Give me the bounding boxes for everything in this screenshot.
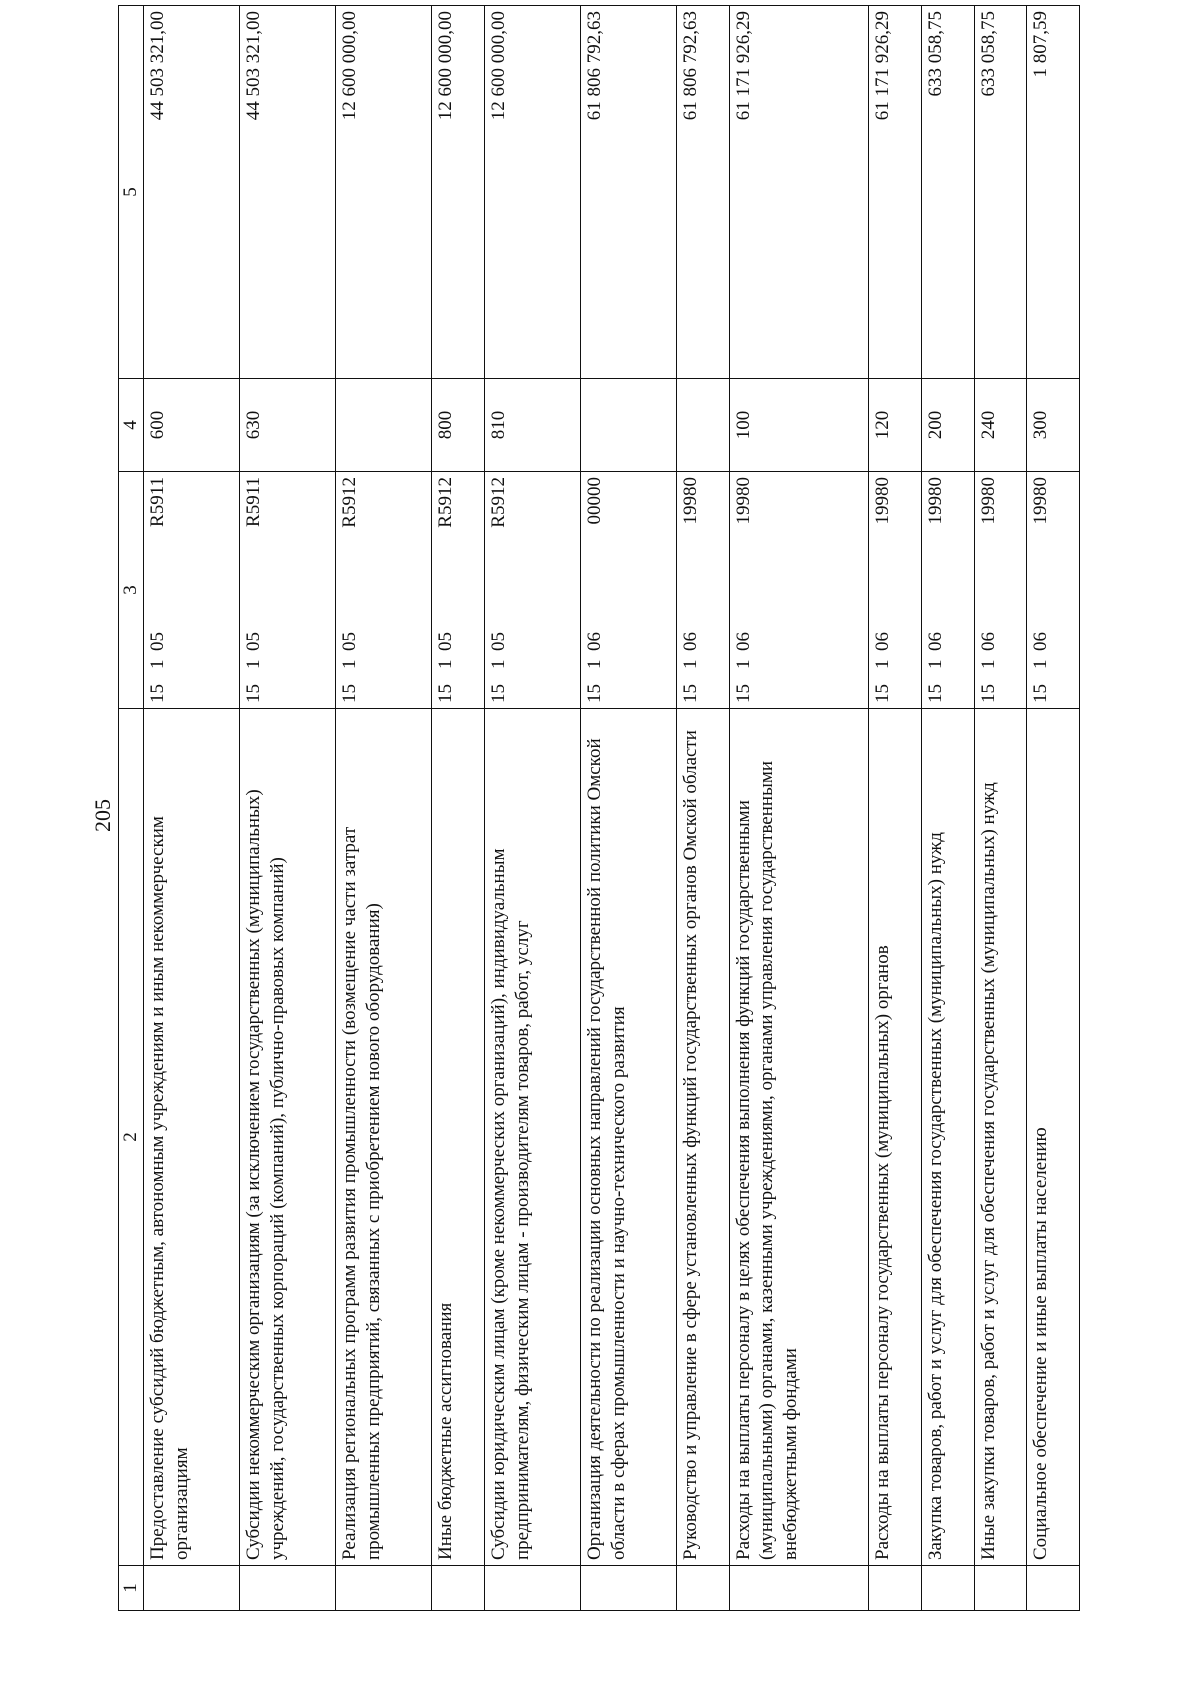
expense-type-cell: 100 <box>729 379 869 472</box>
code-program: 15 <box>242 684 264 703</box>
code-subprogram: 1 <box>977 659 999 669</box>
amount-cell: 12 600 000,00 <box>432 6 485 379</box>
table-row <box>239 6 335 1611</box>
item-name-cell: Субсидии некоммерческим организациям (за исключением государственных (муниципальных) учреждений, государственных корпораций (компаний), публично-правовых компаний) <box>239 709 335 1566</box>
code-subprogram: 1 <box>680 659 702 669</box>
code-direction: 19980 <box>732 477 754 525</box>
row-number-cell <box>974 1566 1027 1611</box>
code-direction: R5911 <box>146 477 168 527</box>
row-number-cell <box>869 1566 922 1611</box>
expense-type-cell <box>336 379 432 472</box>
item-name-cell: Иные бюджетные ассигнования <box>432 709 485 1566</box>
code-program: 15 <box>146 684 168 703</box>
row-number-cell <box>729 1566 869 1611</box>
code-program: 15 <box>977 684 999 703</box>
code-subprogram: 1 <box>583 659 605 669</box>
classification-code-cell <box>869 472 922 709</box>
row-number-cell <box>484 1566 580 1611</box>
amount-cell: 61 806 792,63 <box>677 6 730 379</box>
code-program: 15 <box>583 684 605 703</box>
table-row <box>729 6 869 1611</box>
classification-code-cell <box>336 472 432 709</box>
code-program: 15 <box>680 684 702 703</box>
classification-code-cell <box>143 472 239 709</box>
code-direction: R5912 <box>487 477 509 528</box>
item-name-cell: Иные закупки товаров, работ и услуг для обеспечения государственных (муниципальных) нужд <box>974 709 1027 1566</box>
code-program: 15 <box>487 684 509 703</box>
code-measure: 05 <box>242 632 264 651</box>
table-row <box>677 6 730 1611</box>
code-measure: 05 <box>487 632 509 651</box>
code-measure: 05 <box>339 632 361 651</box>
expense-type-cell: 120 <box>869 379 922 472</box>
code-direction: 19980 <box>977 477 999 525</box>
row-number-cell <box>239 1566 335 1611</box>
item-name-cell: Организация деятельности по реализации основных направлений государственной политики Омской области в сферах промышленности и научно-технического развития <box>580 709 676 1566</box>
item-name-cell: Социальное обеспечение и иные выплаты населению <box>1027 709 1080 1566</box>
header-row <box>119 6 144 1611</box>
code-measure: 06 <box>680 632 702 651</box>
amount-cell: 61 806 792,63 <box>580 6 676 379</box>
code-direction: 19980 <box>1030 477 1052 525</box>
code-direction: R5911 <box>242 477 264 527</box>
classification-code-cell <box>239 472 335 709</box>
code-subprogram: 1 <box>146 659 168 669</box>
code-program: 15 <box>872 684 894 703</box>
amount-cell: 12 600 000,00 <box>484 6 580 379</box>
code-measure: 05 <box>435 632 457 651</box>
item-name-cell: Руководство и управление в сфере установленных функций государственных органов Омской области <box>677 709 730 1566</box>
code-direction: R5912 <box>435 477 457 528</box>
item-name-cell: Расходы на выплаты персоналу государственных (муниципальных) органов <box>869 709 922 1566</box>
table-row <box>432 6 485 1611</box>
code-direction: 00000 <box>583 477 605 525</box>
expense-type-cell: 800 <box>432 379 485 472</box>
classification-code-cell <box>1027 472 1080 709</box>
code-subprogram: 1 <box>242 659 264 669</box>
code-measure: 06 <box>732 632 754 651</box>
table-row <box>922 6 975 1611</box>
table-row <box>484 6 580 1611</box>
row-number-cell <box>677 1566 730 1611</box>
code-measure: 06 <box>583 632 605 651</box>
row-number-cell <box>922 1566 975 1611</box>
classification-code-cell <box>922 472 975 709</box>
classification-code-cell <box>432 472 485 709</box>
header-col-1: 1 <box>119 1566 144 1611</box>
budget-table-container <box>118 11 1080 1611</box>
amount-cell: 1 807,59 <box>1027 6 1080 379</box>
code-subprogram: 1 <box>487 659 509 669</box>
classification-code-cell <box>580 472 676 709</box>
amount-cell: 61 171 926,29 <box>729 6 869 379</box>
amount-cell: 12 600 000,00 <box>336 6 432 379</box>
amount-cell: 633 058,75 <box>974 6 1027 379</box>
amount-cell: 44 503 321,00 <box>143 6 239 379</box>
expense-type-cell: 630 <box>239 379 335 472</box>
code-program: 15 <box>732 684 754 703</box>
code-direction: R5912 <box>339 477 361 528</box>
page-number: 205 <box>90 799 115 832</box>
classification-code-cell <box>484 472 580 709</box>
expense-type-cell: 240 <box>974 379 1027 472</box>
table-row <box>336 6 432 1611</box>
code-measure: 06 <box>872 632 894 651</box>
table-row <box>1027 6 1080 1611</box>
code-program: 15 <box>1030 684 1052 703</box>
item-name-cell: Реализация региональных программ развития промышленности (возмещение части затрат промышленных предприятий, связанных с приобретением нового оборудования) <box>336 709 432 1566</box>
item-name-cell: Расходы на выплаты персоналу в целях обеспечения выполнения функций государственными (муниципальными) органами, казенными учреждениями, органами управления государственными внебюджетными фондами <box>729 709 869 1566</box>
code-subprogram: 1 <box>339 659 361 669</box>
code-direction: 19980 <box>925 477 946 525</box>
expense-type-cell: 200 <box>922 379 975 472</box>
expense-type-cell: 810 <box>484 379 580 472</box>
expense-type-cell <box>580 379 676 472</box>
header-col-3: 3 <box>119 472 144 709</box>
classification-code-cell <box>677 472 730 709</box>
code-subprogram: 1 <box>435 659 457 669</box>
code-measure: 05 <box>146 632 168 651</box>
item-name-cell: Предоставление субсидий бюджетным, автономным учреждениям и иным некоммерческим организациям <box>143 709 239 1566</box>
code-subprogram: 1 <box>872 659 894 669</box>
amount-cell: 633 058,75 <box>922 6 975 379</box>
classification-code-cell <box>729 472 869 709</box>
table-row <box>869 6 922 1611</box>
expense-type-cell <box>677 379 730 472</box>
amount-cell: 44 503 321,00 <box>239 6 335 379</box>
item-name-cell: Субсидии юридическим лицам (кроме некоммерческих организаций), индивидуальным предпринимателям, физическим лицам - производителям товаров, работ, услуг <box>484 709 580 1566</box>
code-program: 15 <box>435 684 457 703</box>
table-row <box>974 6 1027 1611</box>
budget-table <box>118 5 1080 1611</box>
row-number-cell <box>336 1566 432 1611</box>
row-number-cell <box>143 1566 239 1611</box>
budget-table-body <box>119 6 1080 1611</box>
row-number-cell <box>1027 1566 1080 1611</box>
code-direction: 19980 <box>872 477 894 525</box>
classification-code-cell <box>974 472 1027 709</box>
code-subprogram: 1 <box>925 659 946 669</box>
code-subprogram: 1 <box>732 659 754 669</box>
header-col-4: 4 <box>119 379 144 472</box>
header-col-5: 5 <box>119 6 144 379</box>
item-name-cell: Закупка товаров, работ и услуг для обеспечения государственных (муниципальных) нужд <box>922 709 975 1566</box>
expense-type-cell: 300 <box>1027 379 1080 472</box>
code-measure: 06 <box>925 632 946 651</box>
amount-cell: 61 171 926,29 <box>869 6 922 379</box>
expense-type-cell: 600 <box>143 379 239 472</box>
table-row <box>580 6 676 1611</box>
header-col-2: 2 <box>119 709 144 1566</box>
row-number-cell <box>580 1566 676 1611</box>
code-subprogram: 1 <box>1030 659 1052 669</box>
code-direction: 19980 <box>680 477 702 525</box>
row-number-cell <box>432 1566 485 1611</box>
code-measure: 06 <box>977 632 999 651</box>
table-row <box>143 6 239 1611</box>
code-program: 15 <box>339 684 361 703</box>
code-program: 15 <box>925 684 946 703</box>
code-measure: 06 <box>1030 632 1052 651</box>
